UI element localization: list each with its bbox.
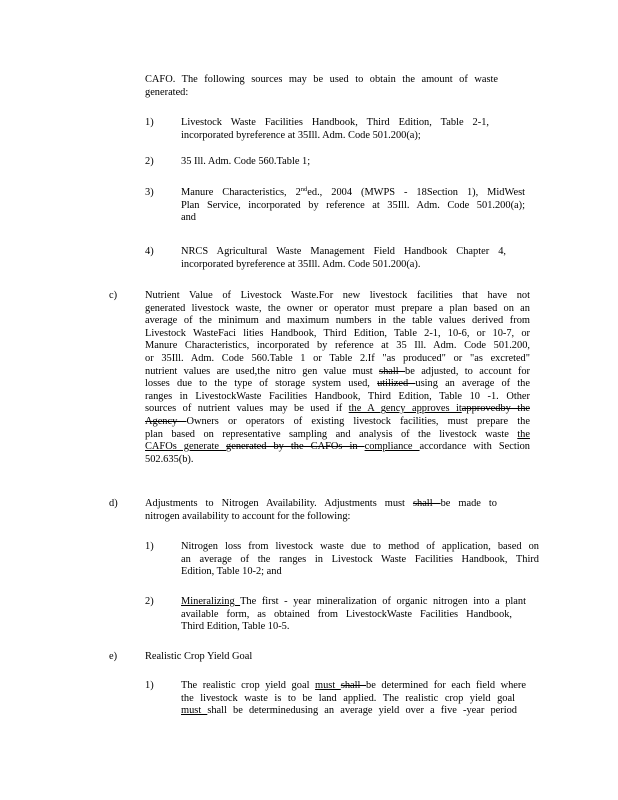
text-run: losses due to the type of storage system used, [145, 378, 378, 390]
text-run: be adjusted, to account for [405, 365, 530, 377]
section-e-item-1-text [181, 680, 526, 718]
source-1-text [181, 117, 489, 142]
source-2-label: 2) [145, 156, 154, 167]
source-2-text [181, 156, 381, 169]
para-line [181, 705, 517, 718]
para-line: Third Edition, Table 10-5. [181, 621, 290, 633]
inserted-text: compliance [364, 441, 420, 453]
source-1-label: 1) [145, 117, 154, 128]
text-run: shall be determinedusing an average yield over a five -year period [207, 705, 517, 717]
section-e-heading [145, 651, 345, 664]
source-line: incorporated byreference at 35Ill. Adm. Code 501.200(a); [181, 129, 421, 141]
source-line: Plan Service, incorporated by reference at 35Ill. Adm. Code 501.200(a); [181, 199, 525, 211]
source-3-text [181, 187, 525, 225]
para-line: nitrogen availability to account for the following: [145, 510, 351, 522]
section-c-paragraph [145, 290, 530, 466]
heading-line: Realistic Crop Yield Goal [145, 651, 253, 662]
inserted-text: must [315, 680, 341, 691]
inserted-text: the A gency approves it [348, 403, 462, 415]
text-run: be determined for each field where [366, 680, 526, 691]
para-line [145, 416, 530, 429]
para-line [145, 366, 530, 379]
text-run: sources of nutrient values may be used if [145, 403, 349, 415]
section-d-paragraph [145, 498, 497, 523]
section-e-label: e) [109, 651, 118, 662]
text-run: be made to [440, 498, 497, 509]
intro-paragraph [145, 74, 498, 99]
source-4-text [181, 246, 506, 271]
inserted-text: the [517, 428, 530, 440]
para-line: Livestock WasteFaci lities Handbook, Third Edition, Table 2-1, 10-6, or 10-7, or [145, 327, 530, 339]
para-line: average of the minimum and maximum numbers in the table values derived from [145, 315, 530, 327]
section-d-item-1-text [181, 541, 539, 579]
intro-line: CAFO. The following sources may be used to obtain the amount of waste [145, 74, 498, 85]
section-c-label: c) [109, 290, 118, 301]
source-3-label: 3) [145, 187, 154, 198]
section-d-item-2-label: 2) [145, 596, 154, 607]
section-e-item-1-label: 1) [145, 680, 154, 691]
inserted-text: CAFOs generate [145, 441, 227, 453]
para-line: ranges in LivestockWaste Facilities Handbook, Third Edition, Table 10 -1. Other [145, 390, 530, 402]
para-line: Manure Characteristics, incorporated by reference at 35 Ill. Adm. Code 501.200, [145, 340, 530, 352]
para-line [145, 378, 530, 391]
deleted-text: shall [412, 498, 441, 509]
text-run: The realistic crop yield goal [181, 680, 316, 691]
intro-line: generated: [145, 86, 189, 98]
text-run: Owners or operators of existing livestock facilities, must prepare the [186, 415, 530, 427]
text-run: accordance with Section [419, 441, 530, 453]
ordinal-superscript: nd [300, 186, 308, 193]
source-line: Livestock Waste Facilities Handbook, Third Edition, Table 2-1, [181, 117, 489, 128]
text-run: plan based on representative sampling and analysis of the livestock waste [145, 428, 518, 440]
para-line [145, 403, 530, 416]
deleted-text: Agency [145, 415, 187, 427]
source-4-label: 4) [145, 246, 154, 257]
inserted-text: must [181, 705, 208, 717]
source-line [181, 187, 525, 200]
para-line [145, 498, 497, 511]
source-line: and [181, 212, 197, 224]
para-line: generated livestock waste, the owner or operator must prepare a plan based on an [145, 302, 530, 314]
deleted-text: generated by the CAFOs in [226, 441, 365, 453]
inserted-text: Mineralizing [181, 596, 241, 607]
source-line: incorporated byreference at 35Ill. Adm. Code 501.200(a). [181, 258, 421, 270]
para-line: or 35Ill. Adm. Code 560.Table 1 or Table 2.If "as produced" or "as excreted" [145, 352, 530, 364]
deleted-text: approvedby the [461, 403, 530, 415]
deleted-text: shall [340, 680, 367, 691]
deleted-text: utilized [377, 378, 416, 390]
para-line [181, 596, 526, 609]
para-line: Nitrogen loss from livestock waste due to method of application, based on [181, 541, 539, 552]
source-3-line1-pre: Manure Characteristics, 2 [181, 187, 301, 198]
para-line [181, 680, 526, 693]
para-line: Nutrient Value of Livestock Waste.For new livestock facilities that have not [145, 290, 530, 301]
section-d-label: d) [109, 498, 118, 509]
para-line [145, 429, 530, 442]
para-line: the livestock waste is to be land applied. The realistic crop yield goal [181, 692, 515, 704]
section-d-item-2-text [181, 596, 526, 634]
para-line: 502.635(b). [145, 453, 194, 465]
para-line [145, 441, 530, 454]
para-line: available form, as obtained from LivestockWaste Facilities Handbook, [181, 608, 512, 620]
text-run: nutrient values are used,the nitro gen value must [145, 365, 380, 377]
text-run: The first - year mineralization of organic nitrogen into a plant [240, 596, 527, 607]
text-run: using an average of the [415, 378, 530, 390]
para-line: an average of the ranges in Livestock Waste Facilities Handbook, Third [181, 553, 539, 565]
para-line: Edition, Table 10-2; and [181, 566, 282, 578]
text-run: Adjustments to Nitrogen Availability. Adjustments must [145, 498, 413, 509]
source-line: NRCS Agricultural Waste Management Field Handbook Chapter 4, [181, 246, 506, 257]
deleted-text: shall [379, 365, 406, 377]
source-3-line1-post: ed., 2004 (MWPS - 18Section 1), MidWest [307, 187, 526, 198]
section-d-item-1-label: 1) [145, 541, 154, 552]
source-line: 35 Ill. Adm. Code 560.Table 1; [181, 156, 311, 167]
